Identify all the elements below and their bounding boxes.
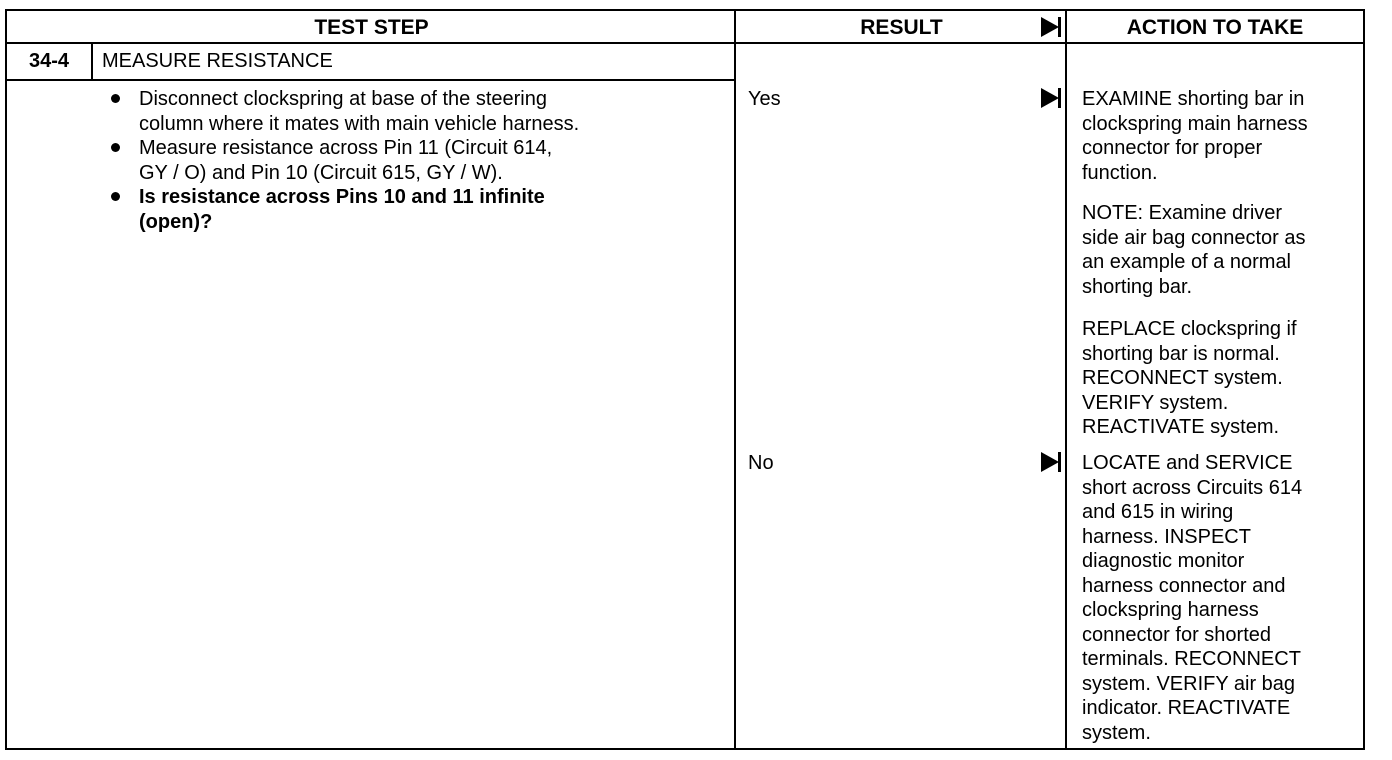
diagnostic-table bbox=[5, 9, 1365, 750]
action-line: RECONNECT system. bbox=[1082, 367, 1283, 389]
action-line: VERIFY system. bbox=[1082, 391, 1229, 414]
step-number-divider bbox=[91, 44, 93, 79]
action-line: side air bag connector as bbox=[1082, 226, 1306, 249]
header-test-step: TEST STEP bbox=[7, 11, 736, 44]
step-title: MEASURE RESISTANCE bbox=[102, 50, 333, 72]
action-line: shorting bar. bbox=[1082, 275, 1193, 298]
action-line: diagnostic monitor bbox=[1082, 550, 1245, 572]
action-line: system. VERIFY air bag bbox=[1082, 672, 1296, 695]
action-line: harness. INSPECT bbox=[1082, 525, 1251, 548]
header-arrow-icon bbox=[1041, 17, 1059, 37]
action-line: REACTIVATE system. bbox=[1082, 416, 1280, 438]
bullet-line: Is resistance across Pins 10 and 11 infinite bbox=[139, 186, 545, 208]
result-no-arrow-icon bbox=[1041, 452, 1059, 472]
bullet-line: (open)? bbox=[139, 210, 213, 233]
divider-test-result bbox=[734, 11, 736, 748]
bullet-line: Measure resistance across Pin 11 (Circuit 614, bbox=[139, 137, 553, 159]
result-no-label: No bbox=[748, 452, 774, 474]
bullet-line: column where it mates with main vehicle harness. bbox=[139, 112, 580, 135]
action-line: terminals. RECONNECT bbox=[1082, 648, 1301, 670]
bullet-dot-icon bbox=[111, 94, 120, 103]
action-line: connector for shorted bbox=[1082, 623, 1271, 646]
action-line: function. bbox=[1082, 161, 1158, 184]
action-line: indicator. REACTIVATE bbox=[1082, 697, 1291, 719]
bullet-dot-icon bbox=[111, 192, 120, 201]
bullet-dot-icon bbox=[111, 143, 120, 152]
result-yes-label: Yes bbox=[748, 88, 781, 110]
action-line: EXAMINE shorting bar in bbox=[1082, 88, 1305, 110]
step-row-divider bbox=[7, 79, 736, 81]
action-line: an example of a normal bbox=[1082, 251, 1292, 273]
bullet-line: GY / O) and Pin 10 (Circuit 615, GY / W). bbox=[139, 161, 503, 184]
action-line: connector for proper bbox=[1082, 137, 1263, 159]
action-line: LOCATE and SERVICE bbox=[1082, 452, 1293, 474]
bullet-line: Disconnect clockspring at base of the steering bbox=[139, 88, 547, 110]
action-line: clockspring harness bbox=[1082, 599, 1259, 621]
result-yes-arrow-icon bbox=[1041, 88, 1059, 108]
action-line: REPLACE clockspring if bbox=[1082, 318, 1297, 340]
action-line: and 615 in wiring bbox=[1082, 501, 1234, 523]
action-line: system. bbox=[1082, 721, 1151, 744]
action-line: shorting bar is normal. bbox=[1082, 342, 1280, 365]
step-number: 34-4 bbox=[28, 50, 70, 72]
header-result: RESULT bbox=[736, 11, 1067, 44]
action-line: NOTE: Examine driver bbox=[1082, 202, 1283, 224]
divider-result-action bbox=[1065, 11, 1067, 748]
action-line: short across Circuits 614 bbox=[1082, 476, 1303, 499]
header-action: ACTION TO TAKE bbox=[1067, 11, 1363, 44]
action-line: harness connector and bbox=[1082, 574, 1286, 597]
action-line: clockspring main harness bbox=[1082, 112, 1308, 135]
